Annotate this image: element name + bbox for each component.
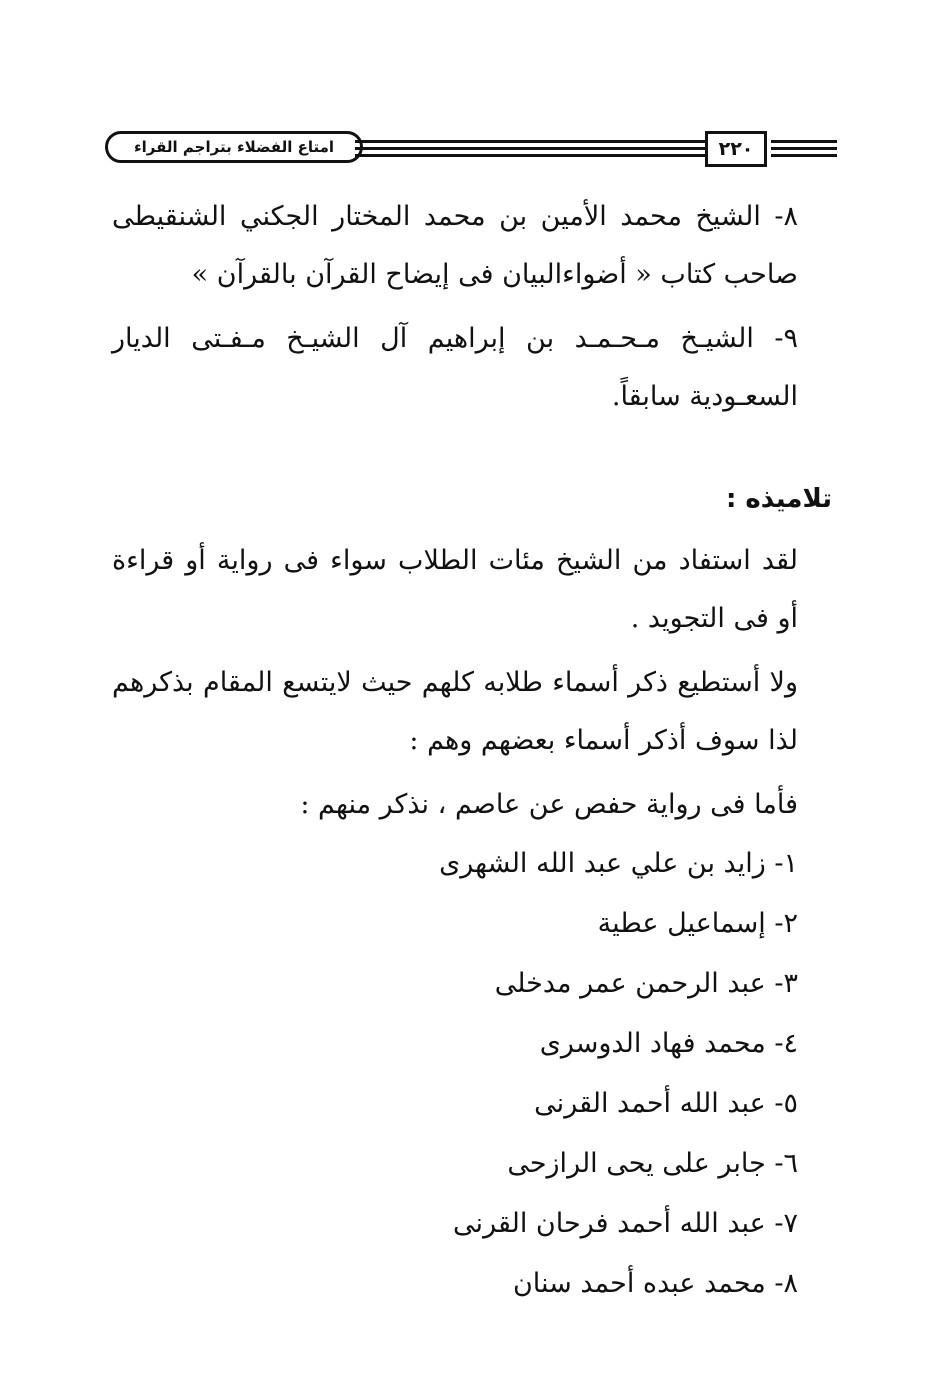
section-heading: تلاميذه : xyxy=(725,484,832,514)
list-item: ٧- عبد الله أحمد فرحان القرنى xyxy=(453,1208,798,1239)
list-item: ٦- جابر علی يحى الرازحى xyxy=(507,1148,798,1179)
list-item: ٤- محمد فهاد الدوسرى xyxy=(539,1028,798,1059)
header-rule-left xyxy=(355,140,707,161)
paragraph: لقد استفاد من الشيخ مئات الطلاب سواء فى رواية أو قراءة أو فى التجويد . xyxy=(112,545,798,634)
list-item: ١- زايد بن علي عبد الله الشهرى xyxy=(439,848,798,879)
header-rule-right xyxy=(771,140,837,161)
page-header xyxy=(105,128,837,174)
paragraph: ٨- الشيخ محمد الأمين بن محمد المختار الجكني الشنقيطى صاحب كتاب « أضواءالبيان فى إيضاح القرآن بالقرآن » xyxy=(112,201,798,290)
paragraph: ٩- الشيـخ مـحـمـد بن إبراهيم آل الشيـخ مـفـتى الديار السعـودية سابقاً. xyxy=(112,323,798,412)
students-list xyxy=(112,834,832,1314)
intro-line: فأما فى رواية حفص عن عاصم ، نذكر منهم : xyxy=(300,789,798,820)
list-item: ٥- عبد الله أحمد القرنى xyxy=(534,1088,798,1119)
list-item: ٢- إسماعيل عطية xyxy=(597,908,798,939)
paragraph: ولا أستطيع ذكر أسماء طلابه كلهم حيث لايتسع المقام بذكرهم لذا سوف أذكر أسماء بعضهم وهم : xyxy=(112,667,798,756)
list-item: ٣- عبد الرحمن عمر مدخلى xyxy=(494,968,798,999)
page-number: ٢٢٠ xyxy=(705,131,767,167)
list-item: ٨- محمد عبده أحمد سنان xyxy=(512,1268,798,1299)
page-body xyxy=(112,188,832,1314)
book-title: امتاع الفضلاء بتراجم القراء xyxy=(105,131,363,163)
